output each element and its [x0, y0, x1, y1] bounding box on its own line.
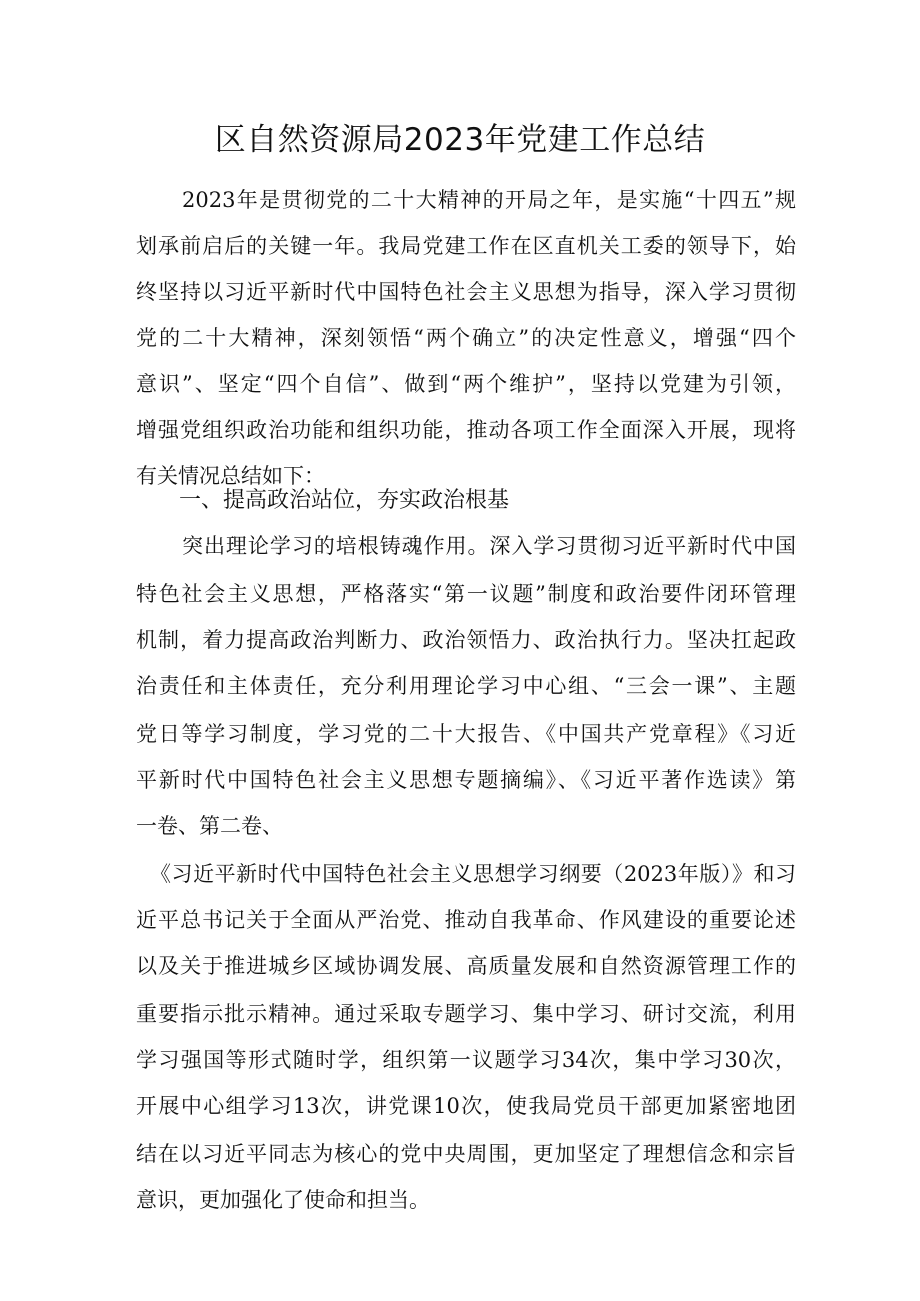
- intro-line: 划承前启后的关键一年。我局党建工作在区直机关工委的领导下，始: [136, 234, 796, 258]
- body-line: 治责任和主体责任，充分利用理论学习中心组、“三会一课”、主题: [136, 674, 796, 698]
- body-line: 平新时代中国特色社会主义思想专题摘编》、《习近平著作选读》第: [136, 768, 796, 792]
- body-line: 近平总书记关于全面从严治党、推动自我革命、作风建设的重要论述: [136, 908, 796, 932]
- body-line: 党日等学习制度，学习党的二十大报告、《中国共产党章程》《习近: [136, 722, 796, 746]
- body-line: 一卷、第二卷、: [136, 814, 283, 838]
- intro-line: 增强党组织政治功能和组织功能，推动各项工作全面深入开展，现将: [136, 418, 796, 442]
- body-line: 结在以习近平同志为核心的党中央周围，更加坚定了理想信念和宗旨: [136, 1142, 796, 1166]
- document-title: 区自然资源局2023年党建工作总结: [214, 122, 706, 158]
- body-line: 特色社会主义思想，严格落实“第一议题”制度和政治要件闭环管理: [136, 582, 796, 606]
- body-line: 意识，更加强化了使命和担当。: [136, 1188, 430, 1212]
- intro-line: 终坚持以习近平新时代中国特色社会主义思想为指导，深入学习贯彻: [136, 280, 796, 304]
- body-line: 重要指示批示精神。通过采取专题学习、集中学习、研讨交流，利用: [136, 1002, 796, 1026]
- body-line: 突出理论学习的培根铸魂作用。深入学习贯彻习近平新时代中国: [182, 534, 796, 558]
- intro-line: 意识”、坚定“四个自信”、做到“两个维护”，坚持以党建为引领，: [136, 372, 796, 396]
- body-line: 机制，着力提高政治判断力、政治领悟力、政治执行力。坚决扛起政: [136, 628, 796, 652]
- body-line: 《习近平新时代中国特色社会主义思想学习纲要（2023年版）》和习: [150, 862, 796, 886]
- intro-line: 2023年是贯彻党的二十大精神的开局之年，是实施“十四五”规: [182, 188, 796, 212]
- intro-line: 党的二十大精神，深刻领悟“两个确立”的决定性意义，增强“四个: [136, 326, 796, 350]
- section-heading: 一、提高政治站位，夯实政治根基: [179, 488, 510, 513]
- body-line: 学习强国等形式随时学，组织第一议题学习34次，集中学习30次，: [136, 1048, 796, 1072]
- body-line: 以及关于推进城乡区域协调发展、高质量发展和自然资源管理工作的: [136, 954, 796, 978]
- intro-line: 有关情况总结如下：: [136, 464, 325, 488]
- body-line: 开展中心组学习13次，讲党课10次，使我局党员干部更加紧密地团: [136, 1094, 796, 1118]
